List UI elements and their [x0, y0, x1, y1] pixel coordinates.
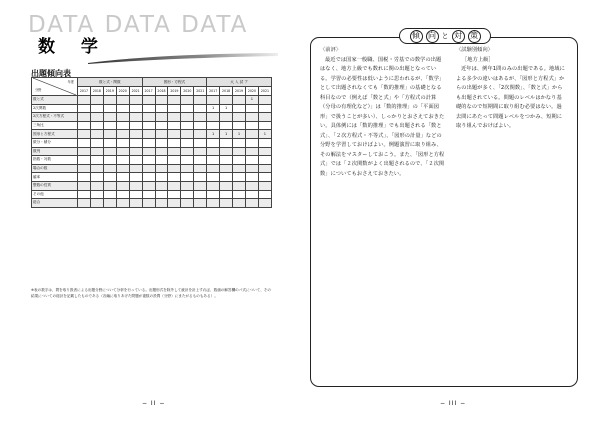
count-cell: [103, 147, 116, 156]
count-cell: [142, 104, 155, 113]
count-cell: [116, 104, 129, 113]
group-header: 図形・方程式: [142, 78, 207, 87]
count-cell: [90, 121, 103, 130]
count-cell: [90, 130, 103, 139]
count-cell: [233, 164, 246, 173]
count-cell: [168, 104, 181, 113]
count-cell: [90, 104, 103, 113]
count-cell: [207, 147, 220, 156]
table-corner: [32, 78, 78, 96]
count-cell: [245, 199, 258, 208]
count-cell: [168, 147, 181, 156]
count-cell: [168, 173, 181, 182]
year-header: 2020: [245, 87, 258, 96]
count-cell: [78, 104, 91, 113]
count-cell: [207, 113, 220, 122]
group-header: 大 入 試 ア: [207, 78, 272, 87]
page-number-left: − II −: [142, 400, 166, 407]
count-cell: [168, 96, 181, 105]
count-cell: [220, 121, 233, 130]
count-cell: [194, 199, 207, 208]
count-cell: [155, 199, 168, 208]
count-cell: [258, 190, 271, 199]
count-cell: [181, 130, 194, 139]
table-row: [32, 130, 272, 139]
count-cell: [103, 173, 116, 182]
count-cell: 1: [207, 104, 220, 113]
count-cell: [129, 181, 142, 190]
count-cell: [181, 164, 194, 173]
title-char: 向: [426, 30, 439, 43]
count-cell: [245, 104, 258, 113]
count-cell: [90, 199, 103, 208]
count-cell: [220, 147, 233, 156]
exam-trend-subheading: ［地方上級］: [462, 56, 494, 63]
count-cell: [233, 121, 246, 130]
count-cell: [207, 173, 220, 182]
count-cell: [207, 181, 220, 190]
count-cell: [155, 156, 168, 165]
table-row: [32, 147, 272, 156]
count-cell: [181, 113, 194, 122]
count-cell: [194, 121, 207, 130]
count-cell: [155, 113, 168, 122]
count-cell: [142, 138, 155, 147]
count-cell: [90, 173, 103, 182]
table-row: [32, 121, 272, 130]
count-cell: [258, 104, 271, 113]
count-cell: [220, 156, 233, 165]
count-cell: [116, 181, 129, 190]
count-cell: [116, 138, 129, 147]
count-cell: [103, 113, 116, 122]
count-cell: [103, 181, 116, 190]
count-cell: [129, 138, 142, 147]
count-cell: [129, 199, 142, 208]
page-number-right: − III −: [440, 400, 467, 407]
count-cell: [258, 96, 271, 105]
section-title: 出題傾向表: [31, 69, 71, 78]
count-cell: [116, 96, 129, 105]
field-label: 確率: [32, 173, 78, 182]
count-cell: [168, 113, 181, 122]
year-header: 2019: [103, 87, 116, 96]
count-cell: [103, 190, 116, 199]
count-cell: [142, 147, 155, 156]
count-cell: 1: [245, 96, 258, 105]
count-cell: [78, 156, 91, 165]
header-swoosh: [88, 52, 278, 64]
trend-table: [31, 77, 272, 208]
count-cell: [258, 181, 271, 190]
table-row: [32, 164, 272, 173]
count-cell: [78, 138, 91, 147]
count-cell: [142, 173, 155, 182]
count-cell: [233, 190, 246, 199]
field-label: 整数の性質: [32, 181, 78, 190]
count-cell: [142, 121, 155, 130]
table-row: [32, 138, 272, 147]
count-cell: [142, 130, 155, 139]
count-cell: [245, 121, 258, 130]
count-cell: [194, 190, 207, 199]
count-cell: [207, 190, 220, 199]
count-cell: [155, 121, 168, 130]
corner-field-label: 分野: [35, 88, 42, 92]
count-cell: [207, 96, 220, 105]
year-header: 2019: [233, 87, 246, 96]
count-cell: [103, 96, 116, 105]
year-header: 2021: [258, 87, 271, 96]
count-cell: [78, 173, 91, 182]
count-cell: [220, 190, 233, 199]
title-char: 策: [468, 30, 481, 43]
count-cell: [220, 113, 233, 122]
count-cell: [103, 164, 116, 173]
field-label: 2次関数: [32, 104, 78, 113]
count-cell: [194, 130, 207, 139]
count-cell: [142, 199, 155, 208]
count-cell: [258, 113, 271, 122]
subject-title: 数 学: [38, 37, 108, 57]
subject-header: [28, 12, 276, 62]
year-header: 2017: [78, 87, 91, 96]
count-cell: [90, 156, 103, 165]
count-cell: [155, 181, 168, 190]
count-cell: [245, 138, 258, 147]
count-cell: [155, 173, 168, 182]
count-cell: [194, 181, 207, 190]
count-cell: [245, 190, 258, 199]
count-cell: [90, 164, 103, 173]
count-cell: [181, 181, 194, 190]
count-cell: [207, 164, 220, 173]
count-cell: [220, 138, 233, 147]
count-cell: [90, 147, 103, 156]
count-cell: [103, 199, 116, 208]
count-cell: [258, 121, 271, 130]
field-label: 総合: [32, 199, 78, 208]
count-cell: [245, 156, 258, 165]
count-cell: [155, 138, 168, 147]
field-label: 微分・積分: [32, 138, 78, 147]
count-cell: [78, 113, 91, 122]
count-cell: [245, 113, 258, 122]
table-row: [32, 181, 272, 190]
count-cell: [258, 164, 271, 173]
count-cell: [181, 156, 194, 165]
count-cell: [233, 181, 246, 190]
count-cell: [194, 164, 207, 173]
count-cell: [129, 96, 142, 105]
count-cell: [245, 164, 258, 173]
count-cell: [142, 164, 155, 173]
year-header: 2017: [207, 87, 220, 96]
count-cell: [103, 156, 116, 165]
count-cell: 1: [220, 104, 233, 113]
table-row: [32, 156, 272, 165]
count-cell: [90, 181, 103, 190]
right-page: [300, 0, 600, 424]
count-cell: [90, 96, 103, 105]
table-row: [32, 96, 272, 105]
count-cell: 1: [233, 130, 246, 139]
title-char: 対: [452, 30, 465, 43]
count-cell: [116, 147, 129, 156]
count-cell: [78, 199, 91, 208]
overview-heading: 〈前評〉: [320, 47, 342, 53]
count-cell: 1: [220, 130, 233, 139]
year-header: 2018: [155, 87, 168, 96]
count-cell: [168, 190, 181, 199]
count-cell: [258, 156, 271, 165]
count-cell: [116, 121, 129, 130]
count-cell: [155, 164, 168, 173]
count-cell: [116, 113, 129, 122]
count-cell: [142, 96, 155, 105]
count-cell: 1: [258, 130, 271, 139]
advice-title: [399, 28, 491, 44]
count-cell: [155, 130, 168, 139]
count-cell: [194, 173, 207, 182]
year-header: 2019: [168, 87, 181, 96]
count-cell: [233, 104, 246, 113]
count-cell: [245, 173, 258, 182]
count-cell: [194, 156, 207, 165]
group-header: 数と式・関数: [78, 78, 143, 87]
count-cell: [168, 121, 181, 130]
count-cell: [181, 147, 194, 156]
count-cell: [168, 164, 181, 173]
count-cell: [194, 138, 207, 147]
count-cell: [220, 164, 233, 173]
count-cell: [207, 199, 220, 208]
overview-paragraph: 最近では国家一般職、国税・労基での数学の出題はなく、地方上級でも数れに関の出題となっている。学習の必要性は低いように思われるが、「数学」として出題されなくても「数的推理」の基礎となる科目なので（例えば「数と式」や「方程式の計算（分母の有理化など）」は「数的推理」の「平面図形」で扱うことが多い）、しっかりとおさえておきたい。具体例には「数的推理」でも出題される「数と式」、「２次方程式・不等式」、「図形の計量」などの分野を学習しておけばよい。例題演習に取り組み、その解法をマスターしておこう。また、「図形と方程式」では「２次関数がよく出題されるので、「２次関数」についてもおさえておきたい。: [320, 56, 445, 177]
corner-year-label: 年度: [67, 80, 74, 84]
count-cell: [220, 199, 233, 208]
count-cell: [155, 96, 168, 105]
count-cell: [90, 113, 103, 122]
count-cell: [142, 113, 155, 122]
count-cell: [168, 181, 181, 190]
count-cell: [129, 130, 142, 139]
count-cell: [258, 199, 271, 208]
count-cell: [129, 104, 142, 113]
count-cell: [155, 190, 168, 199]
count-cell: [207, 121, 220, 130]
field-label: 場合の数: [32, 164, 78, 173]
year-header: 2021: [194, 87, 207, 96]
count-cell: [78, 190, 91, 199]
table-row: [32, 173, 272, 182]
count-cell: [220, 96, 233, 105]
year-header: 2017: [142, 87, 155, 96]
count-cell: [233, 138, 246, 147]
count-cell: [181, 199, 194, 208]
count-cell: [142, 156, 155, 165]
count-cell: [233, 113, 246, 122]
count-cell: [194, 113, 207, 122]
count-cell: [116, 130, 129, 139]
count-cell: [155, 104, 168, 113]
table-row: [32, 199, 272, 208]
count-cell: [129, 164, 142, 173]
count-cell: [181, 104, 194, 113]
count-cell: [129, 156, 142, 165]
count-cell: [258, 138, 271, 147]
overview-column: [320, 46, 445, 179]
count-cell: [168, 138, 181, 147]
count-cell: [233, 147, 246, 156]
count-cell: [78, 181, 91, 190]
count-cell: [116, 156, 129, 165]
count-cell: [233, 156, 246, 165]
count-cell: [116, 190, 129, 199]
count-cell: [90, 190, 103, 199]
count-cell: [168, 199, 181, 208]
count-cell: [129, 190, 142, 199]
table-row: [32, 190, 272, 199]
exam-trend-paragraph: 近年は、例年1問のみの出題である。地域による多少の違いはあるが、「図形と方程式」からの出題が多く、「2次関数」、「数と式」からも出題されている。問題のレベルはかなり基礎的なので短期間に取り組む必要はない。過去問にあたって問題レベルをつかみ、短期に取り組んでおけばよい。: [456, 66, 565, 129]
table-row: [32, 113, 272, 122]
count-cell: [129, 173, 142, 182]
count-cell: [168, 156, 181, 165]
count-cell: [142, 181, 155, 190]
count-cell: [155, 147, 168, 156]
count-cell: [168, 130, 181, 139]
count-cell: 1: [207, 130, 220, 139]
count-cell: [181, 173, 194, 182]
count-cell: [142, 190, 155, 199]
count-cell: [129, 147, 142, 156]
count-cell: [181, 138, 194, 147]
count-cell: [258, 147, 271, 156]
title-char: 傾: [410, 30, 423, 43]
count-cell: [233, 199, 246, 208]
count-cell: [194, 104, 207, 113]
field-label: 三角比: [32, 121, 78, 130]
trend-table-wrapper: [31, 77, 272, 208]
year-header: 2020: [181, 87, 194, 96]
field-label: 図形と方程式: [32, 130, 78, 139]
field-label: その他: [32, 190, 78, 199]
count-cell: [90, 138, 103, 147]
count-cell: [78, 96, 91, 105]
count-cell: [194, 96, 207, 105]
count-cell: [181, 96, 194, 105]
exam-trend-column: [456, 46, 567, 132]
count-cell: [103, 138, 116, 147]
count-cell: [116, 173, 129, 182]
count-cell: [207, 138, 220, 147]
count-cell: [129, 113, 142, 122]
count-cell: [245, 130, 258, 139]
table-note: ※表の数字は、問を取り扱者による出題分野について分析を行っている。出題形式を除外して統計を計上すれば、数値の解答欄のパ式について、その結果についての総計を記載したものである（各編に取りあげた問題が複数の設問（分野）にまたがるものもある）。: [31, 288, 271, 298]
year-header: 2020: [116, 87, 129, 96]
count-cell: [78, 130, 91, 139]
count-cell: [245, 181, 258, 190]
year-header: 2018: [90, 87, 103, 96]
count-cell: [245, 147, 258, 156]
count-cell: [103, 130, 116, 139]
count-cell: [103, 104, 116, 113]
header-watermark: DATA DATA DATA: [28, 12, 249, 38]
count-cell: [258, 173, 271, 182]
field-label: 数と式: [32, 96, 78, 105]
trend-table-body: [32, 96, 272, 208]
count-cell: [78, 121, 91, 130]
count-cell: [116, 199, 129, 208]
count-cell: [194, 147, 207, 156]
field-label: 2次方程式・不等式: [32, 113, 78, 122]
count-cell: [233, 96, 246, 105]
count-cell: [129, 121, 142, 130]
count-cell: [78, 164, 91, 173]
count-cell: [181, 190, 194, 199]
field-label: 指数・対数: [32, 156, 78, 165]
title-conjunction: と: [441, 32, 449, 40]
count-cell: [78, 147, 91, 156]
count-cell: [207, 156, 220, 165]
field-label: 数列: [32, 147, 78, 156]
table-row: [32, 104, 272, 113]
exam-trend-heading: 〈試験別傾向〉: [456, 47, 494, 53]
count-cell: [233, 173, 246, 182]
count-cell: [116, 164, 129, 173]
year-header: 2018: [220, 87, 233, 96]
count-cell: [181, 121, 194, 130]
count-cell: [220, 173, 233, 182]
count-cell: [220, 181, 233, 190]
year-header: 2021: [129, 87, 142, 96]
count-cell: [103, 121, 116, 130]
